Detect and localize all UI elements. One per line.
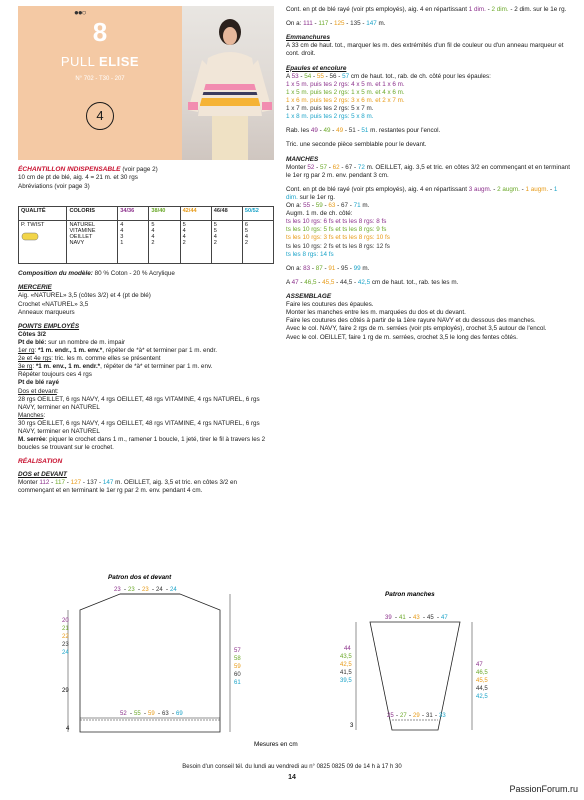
- svg-text:43,5: 43,5: [340, 654, 352, 660]
- right-column: [286, 6, 570, 342]
- svg-text:23: 23: [114, 587, 121, 593]
- diag-title-sleeve: Patron manches: [385, 591, 435, 598]
- svg-text:43: 43: [413, 615, 420, 621]
- pattern-title: PULL ELISE: [60, 54, 140, 69]
- body-right-labels: [234, 648, 241, 686]
- p2: On a: 111 - 117 - 125 - 135 - 147 m.: [286, 20, 386, 28]
- quality-cell: P. TWIST: [19, 221, 67, 264]
- composition: Composition du modèle: 80 % Coton - 20 % Acrylique: [18, 270, 175, 277]
- svg-text:24: 24: [156, 587, 163, 593]
- svg-text:47: 47: [441, 615, 448, 621]
- manches-line: Monter 52 - 57 - 62 - 67 - 72 m. OEILLET, aig. 3,5 et tric. en côtes 3/2 en commençant et en terminant le 1er rg par 2 m. env. pendant 3 cm.: [286, 163, 570, 179]
- m2-line: Cont. en pt de blé rayé (voir pts employés), aig. 4 en répartissant 3 augm. - 2 augm. - 1 augm. - 1 dim. sur le 1er rg.: [286, 185, 558, 202]
- assemblage-title: ASSEMBLAGE: [286, 292, 332, 300]
- svg-text:20: 20: [62, 618, 69, 624]
- svg-text:-: -: [395, 615, 397, 621]
- svg-text:42,5: 42,5: [476, 694, 488, 700]
- mercerie-line: Crochet «NATUREL» 3,5: [18, 300, 89, 308]
- svg-text:23: 23: [128, 587, 135, 593]
- m6-line: A 47 - 46,5 - 45,5 - 44,5 - 42,5 cm de haut. tot., rab. tes les m.: [286, 278, 459, 286]
- svg-text:45: 45: [427, 615, 434, 621]
- svg-text:-: -: [409, 615, 411, 621]
- pdb-line: Pt de blé: sur un nombre de m. impair: [18, 338, 126, 346]
- as-line: Faire les coutures des épaules.: [286, 301, 374, 309]
- sleeve-left-labels: [340, 646, 354, 729]
- th-colors: COLORIS: [67, 207, 118, 221]
- size-1-cell: 4 4 3 1: [118, 221, 149, 264]
- svg-text:-: -: [130, 711, 132, 717]
- svg-text:21: 21: [62, 626, 69, 632]
- svg-text:60: 60: [234, 672, 241, 678]
- svg-text:-: -: [435, 713, 437, 719]
- svg-text:23: 23: [142, 587, 149, 593]
- row-1: 1er rg: *1 m. endr., 1 m. env.*, répéter de *à* et terminer par 1 m. endr.: [18, 347, 218, 355]
- svg-text:41,5: 41,5: [340, 670, 352, 676]
- svg-text:42,5: 42,5: [340, 662, 352, 668]
- body-top-labels: [114, 587, 177, 593]
- abbreviations: Abréviations (voir page 3): [18, 182, 90, 190]
- as-line: Avec le col. OEILLET, faire 1 rg de m. serrées, crochet 3,5 le long des fentes côtés.: [286, 333, 518, 341]
- needle-size-icon: 4: [86, 102, 114, 130]
- svg-text:33: 33: [439, 713, 446, 719]
- sleeve-bottom-labels: [387, 713, 446, 719]
- dd-label: Dos et devant:: [18, 387, 59, 395]
- row-2: 2e et 4e rgs: tric. les m. comme elles se présentent: [18, 355, 161, 363]
- ep-size-5: 1 x 8 m. puis tes 2 rgs: 5 x 8 m.: [286, 113, 374, 121]
- dd-text: 28 rgs OEILLET, 6 rgs NAVY, 4 rgs OEILLET, 48 rgs VITAMINE, 4 rgs NATUREL, 6 rgs NAVY, terminer en NATUREL: [18, 395, 260, 411]
- svg-text:31: 31: [426, 713, 433, 719]
- ep-size-3: 1 x 6 m. puis tes 2 rgs: 3 x 6 m. et 2 x 7 m.: [286, 97, 405, 105]
- realisation-title: RÉALISATION: [18, 458, 63, 466]
- ms-line: M. serrée: piquer le crochet dans 1 m., ramener 1 boucle, 1 jeté, tirer le fil à travers les 2 boucles se trouvant sur le crochet.: [18, 436, 266, 452]
- as-line: Faire les coutures des côtés à partir de la 1ère rayure NAVY et du dessous des manches.: [286, 317, 536, 325]
- rab-line: Rab. les 49 - 49 - 49 - 51 - 51 m. restantes pour l'encol.: [286, 127, 441, 135]
- th-size-3: 42/44: [180, 207, 211, 221]
- tric-line: Tric. une seconde pièce semblable pour le devant.: [286, 141, 427, 149]
- pattern-banner: [18, 6, 182, 160]
- th-size-5: 50/52: [242, 207, 273, 221]
- emm-title: Emmanchures: [286, 34, 331, 42]
- svg-text:39: 39: [385, 615, 392, 621]
- ep-size-1: 1 x 5 m. puis tes 2 rgs: 4 x 5 m. et 1 x 6 m.: [286, 80, 405, 88]
- man-label: Manches:: [18, 411, 46, 419]
- size-2-cell: 5 4 4 2: [149, 221, 180, 264]
- footer-text: Besoin d'un conseil tél. du lundi au vendredi au n° 0825 0825 09 de 14 h à 17 h 30: [182, 764, 402, 770]
- th-size-4: 46/48: [211, 207, 242, 221]
- model-illustration: [182, 6, 274, 160]
- left-column: [18, 166, 274, 191]
- svg-text:25: 25: [387, 713, 394, 719]
- yarn-ball-icon: [21, 231, 39, 241]
- svg-text:63: 63: [162, 711, 169, 717]
- svg-text:22: 22: [62, 634, 69, 640]
- svg-text:-: -: [409, 713, 411, 719]
- pattern-ref: N° 702 - T30 - 207: [75, 76, 125, 82]
- svg-text:-: -: [152, 587, 154, 593]
- svg-text:47: 47: [476, 662, 483, 668]
- augm-size-1: ts les 10 rgs: 6 fs et ts les 8 rgs: 8 fs: [286, 218, 387, 226]
- svg-text:59: 59: [234, 664, 241, 670]
- body-left-labels: [62, 618, 70, 732]
- yarn-table: [18, 206, 274, 264]
- row-3: 3e rg: *1 m. env., 1 m. endr.*, répéter de *à* et terminer par 1 m. env.: [18, 363, 213, 371]
- p1: Cont. en pt de blé rayé (voir pts employés), aig. 4 en répartissant 1 dim. - 2 dim. - 2 dim. sur le 1e rg.: [286, 6, 567, 13]
- svg-text:52: 52: [120, 711, 127, 717]
- svg-text:39,5: 39,5: [340, 678, 352, 684]
- ep-size-2: 1 x 5 m. puis tes 2 rgs: 1 x 5 m. et 4 x 6 m.: [286, 88, 405, 96]
- units-label: Mesures en cm: [254, 741, 298, 748]
- svg-text:-: -: [172, 711, 174, 717]
- svg-text:4: 4: [66, 726, 70, 732]
- svg-text:57: 57: [234, 648, 241, 654]
- body-bottom-labels: [120, 711, 183, 717]
- svg-text:24: 24: [170, 587, 177, 593]
- left-column-lower: [18, 270, 274, 495]
- svg-text:-: -: [396, 713, 398, 719]
- augm-size-3: ts les 10 rgs: 3 fs et ts les 8 rgs: 10 fs: [286, 234, 390, 242]
- cotes-label: Côtes 3/2: [18, 330, 46, 338]
- svg-text:46,5: 46,5: [476, 670, 488, 676]
- emm-text: A 33 cm de haut. tot., marquer les m. des extrémités d'un fil de couleur ou d'un anneau marqueur et cont. droit.: [286, 42, 564, 58]
- svg-text:-: -: [437, 615, 439, 621]
- pbr-label: Pt de blé rayé: [18, 379, 59, 387]
- svg-text:-: -: [423, 615, 425, 621]
- svg-text:41: 41: [399, 615, 406, 621]
- svg-text:-: -: [158, 711, 160, 717]
- page-number: 14: [288, 774, 296, 781]
- augm-size-2: ts les 10 rgs: 5 fs et ts les 8 rgs: 9 fs: [286, 226, 387, 234]
- svg-text:-: -: [166, 587, 168, 593]
- svg-text:29: 29: [413, 713, 420, 719]
- man-text: 30 rgs OEILLET, 6 rgs NAVY, 4 rgs OEILLET, 48 rgs VITAMINE, 4 rgs NATUREL, 6 rgs NAVY, terminer en NATUREL: [18, 419, 260, 436]
- svg-text:59: 59: [148, 711, 155, 717]
- sleeve-top-labels: [385, 615, 448, 621]
- size-5-cell: 6 5 4 2: [242, 221, 273, 264]
- pattern-number: 8: [92, 17, 108, 47]
- diag-title-body: Patron dos et devant: [108, 574, 172, 581]
- m3-line: On a: 55 - 59 - 63 - 67 - 71 m.: [286, 202, 370, 210]
- mercerie-line: Aig. «NATUREL» 3,5 (côtes 3/2) et 4 (pt de blé): [18, 292, 151, 300]
- svg-text:69: 69: [176, 711, 183, 717]
- mercerie-title: MERCERIE: [18, 284, 52, 292]
- size-4-cell: 5 5 4 2: [211, 221, 242, 264]
- th-size-2: 38/40: [149, 207, 180, 221]
- svg-text:23: 23: [62, 642, 69, 648]
- svg-text:3: 3: [350, 723, 354, 729]
- svg-text:45,5: 45,5: [476, 678, 488, 684]
- svg-text:-: -: [422, 713, 424, 719]
- svg-text:-: -: [124, 587, 126, 593]
- m5-line: On a: 83 - 87 - 91 - 95 - 99 m.: [286, 264, 370, 272]
- augm-size-4: ts les 10 rgs: 2 fs et ts les 8 rgs: 12 fs: [286, 242, 390, 250]
- repeat-line: Répéter toujours ces 4 rgs: [18, 371, 92, 379]
- svg-text:29: 29: [62, 688, 69, 694]
- svg-text:-: -: [138, 587, 140, 593]
- manches-title: MANCHES: [286, 155, 319, 163]
- svg-text:55: 55: [134, 711, 141, 717]
- difficulty-icon: ●●○: [74, 8, 86, 17]
- echantillon-line: 10 cm de pt de blé, aig. 4 = 21 m. et 30 rgs: [18, 174, 138, 182]
- echantillon: ÉCHANTILLON INDISPENSABLE (voir page 2): [18, 166, 158, 173]
- svg-text:58: 58: [234, 656, 241, 662]
- as-line: Monter les manches entre les m. marquées du dos et du devant.: [286, 309, 466, 317]
- ep-size-4: 1 x 7 m. puis tes 2 rgs: 5 x 7 m.: [286, 105, 374, 113]
- svg-text:24: 24: [62, 650, 69, 656]
- svg-text:44: 44: [344, 646, 351, 652]
- th-quality: QUALITÉ: [19, 207, 67, 221]
- pattern-diagrams: [40, 560, 560, 765]
- colors-cell: NATUREL VITAMINE OEILLET NAVY: [67, 221, 118, 264]
- augm-size-5: ts les 8 rgs: 14 fs: [286, 250, 334, 258]
- watermark: PassionForum.ru: [509, 784, 578, 794]
- size-3-cell: 5 4 4 2: [180, 221, 211, 264]
- svg-text:27: 27: [400, 713, 407, 719]
- ep-line: A 53 - 54 - 55 - 56 - 57 cm de haut. tot., rab. de ch. côté pour les épaules:: [286, 72, 491, 80]
- th-size-1: 34/36: [118, 207, 149, 221]
- as-line: Avec le col. NAVY, faire 2 rgs de m. serrées (voir pts employés), crochet 3,5 autour de l'encol.: [286, 325, 547, 333]
- sleeve-right-labels: [476, 662, 488, 700]
- mercerie-line: Anneaux marqueurs: [18, 308, 75, 316]
- model-photo: [182, 6, 274, 160]
- svg-text:61: 61: [234, 680, 241, 686]
- dos-devant-title: DOS et DEVANT: [18, 470, 67, 478]
- svg-text:-: -: [144, 711, 146, 717]
- points-title: POINTS EMPLOYÉS: [18, 322, 80, 330]
- ep-title: Epaules et encolure: [286, 64, 347, 72]
- svg-text:44,5: 44,5: [476, 686, 488, 692]
- m4-line: Augm. 1 m. de ch. côté:: [286, 210, 353, 218]
- dos-devant-text: Monter 112 - 117 - 127 - 137 - 147 m. OEILLET, aig. 3,5 et tric. en côtes 3/2 en commençant et en terminant le 1er rg par 2 m. env. pendant 4 cm.: [18, 478, 237, 494]
